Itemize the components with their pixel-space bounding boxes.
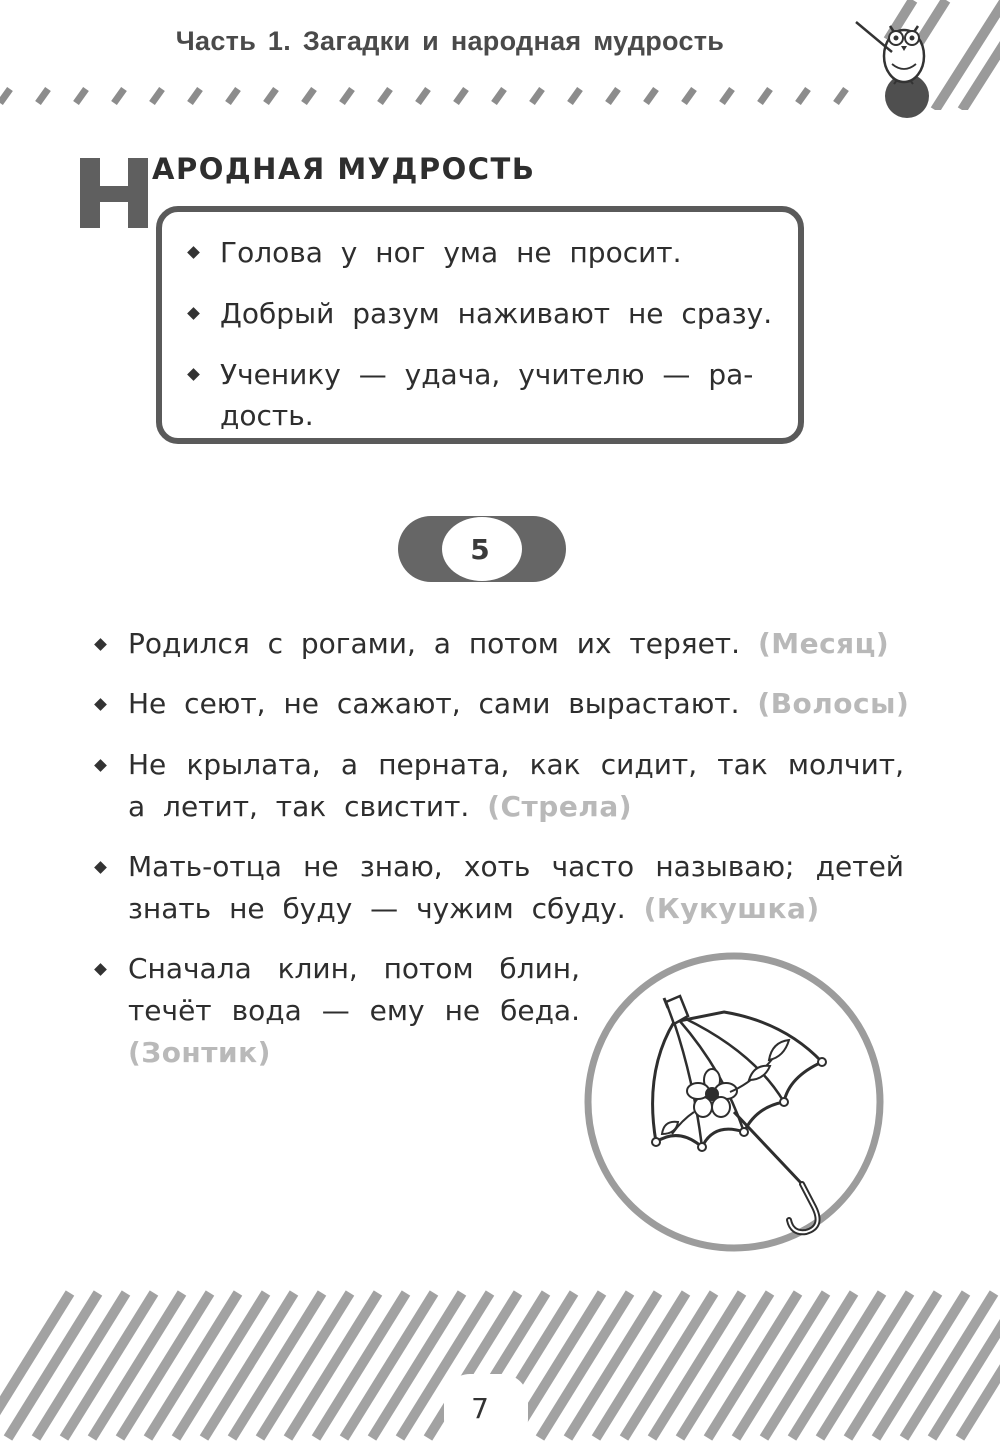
riddle-1: Родился с рогами, а потом их теряет. (Месяц) bbox=[128, 627, 890, 660]
riddle-answer: (Волосы) bbox=[757, 687, 910, 720]
heading-initial-letter bbox=[80, 158, 150, 228]
riddle-5: Сначала клин, потом блин, течёт вода — ему не беда. (Зонтик) bbox=[128, 948, 580, 1074]
svg-text:Н: Н bbox=[115, 218, 116, 219]
diamond-bullet-icon bbox=[187, 368, 200, 381]
proverb-1: Голова у ног ума не просит. bbox=[220, 236, 682, 269]
owl-with-pointer-icon bbox=[852, 8, 947, 120]
riddle-answer: (Месяц) bbox=[757, 627, 890, 660]
proverb-2: Добрый разум наживают не сразу. bbox=[220, 297, 773, 330]
diamond-bullet-icon bbox=[94, 698, 107, 711]
riddle-2: Не сеют, не сажают, сами вырастают. (Волосы) bbox=[128, 687, 910, 720]
diamond-bullet-icon bbox=[187, 307, 200, 320]
diamond-bullet-icon bbox=[94, 759, 107, 772]
riddle-answer: (Зонтик) bbox=[128, 1036, 271, 1069]
badge-number: 5 bbox=[470, 533, 490, 566]
diamond-bullet-icon bbox=[94, 861, 107, 874]
proverb-3: Ученику — удача, учителю — ра- дость. bbox=[220, 358, 754, 432]
chapter-title: Часть 1. Загадки и народная мудрость bbox=[175, 26, 725, 56]
riddle-4: Мать-отца не знаю, хоть часто называю; детей знать не буду — чужим сбуду. (Кукушка) bbox=[128, 850, 904, 925]
riddle-answer: (Стрела) bbox=[487, 790, 633, 823]
page-number: 7 bbox=[471, 1392, 489, 1425]
diamond-bullet-icon bbox=[94, 638, 107, 651]
diamond-bullet-icon bbox=[187, 246, 200, 259]
corner-stripes bbox=[0, 0, 1000, 110]
section-title: АРОДНАЯ МУДРОСТЬ bbox=[152, 152, 536, 186]
riddle-3: Не крылата, а перната, как сидит, так молчит, а летит, так свистит. (Стрела) bbox=[128, 748, 904, 823]
umbrella-icon bbox=[584, 952, 884, 1252]
diamond-bullet-icon bbox=[94, 963, 107, 976]
riddle-answer: (Кукушка) bbox=[643, 892, 820, 925]
proverbs-frame bbox=[156, 206, 804, 444]
